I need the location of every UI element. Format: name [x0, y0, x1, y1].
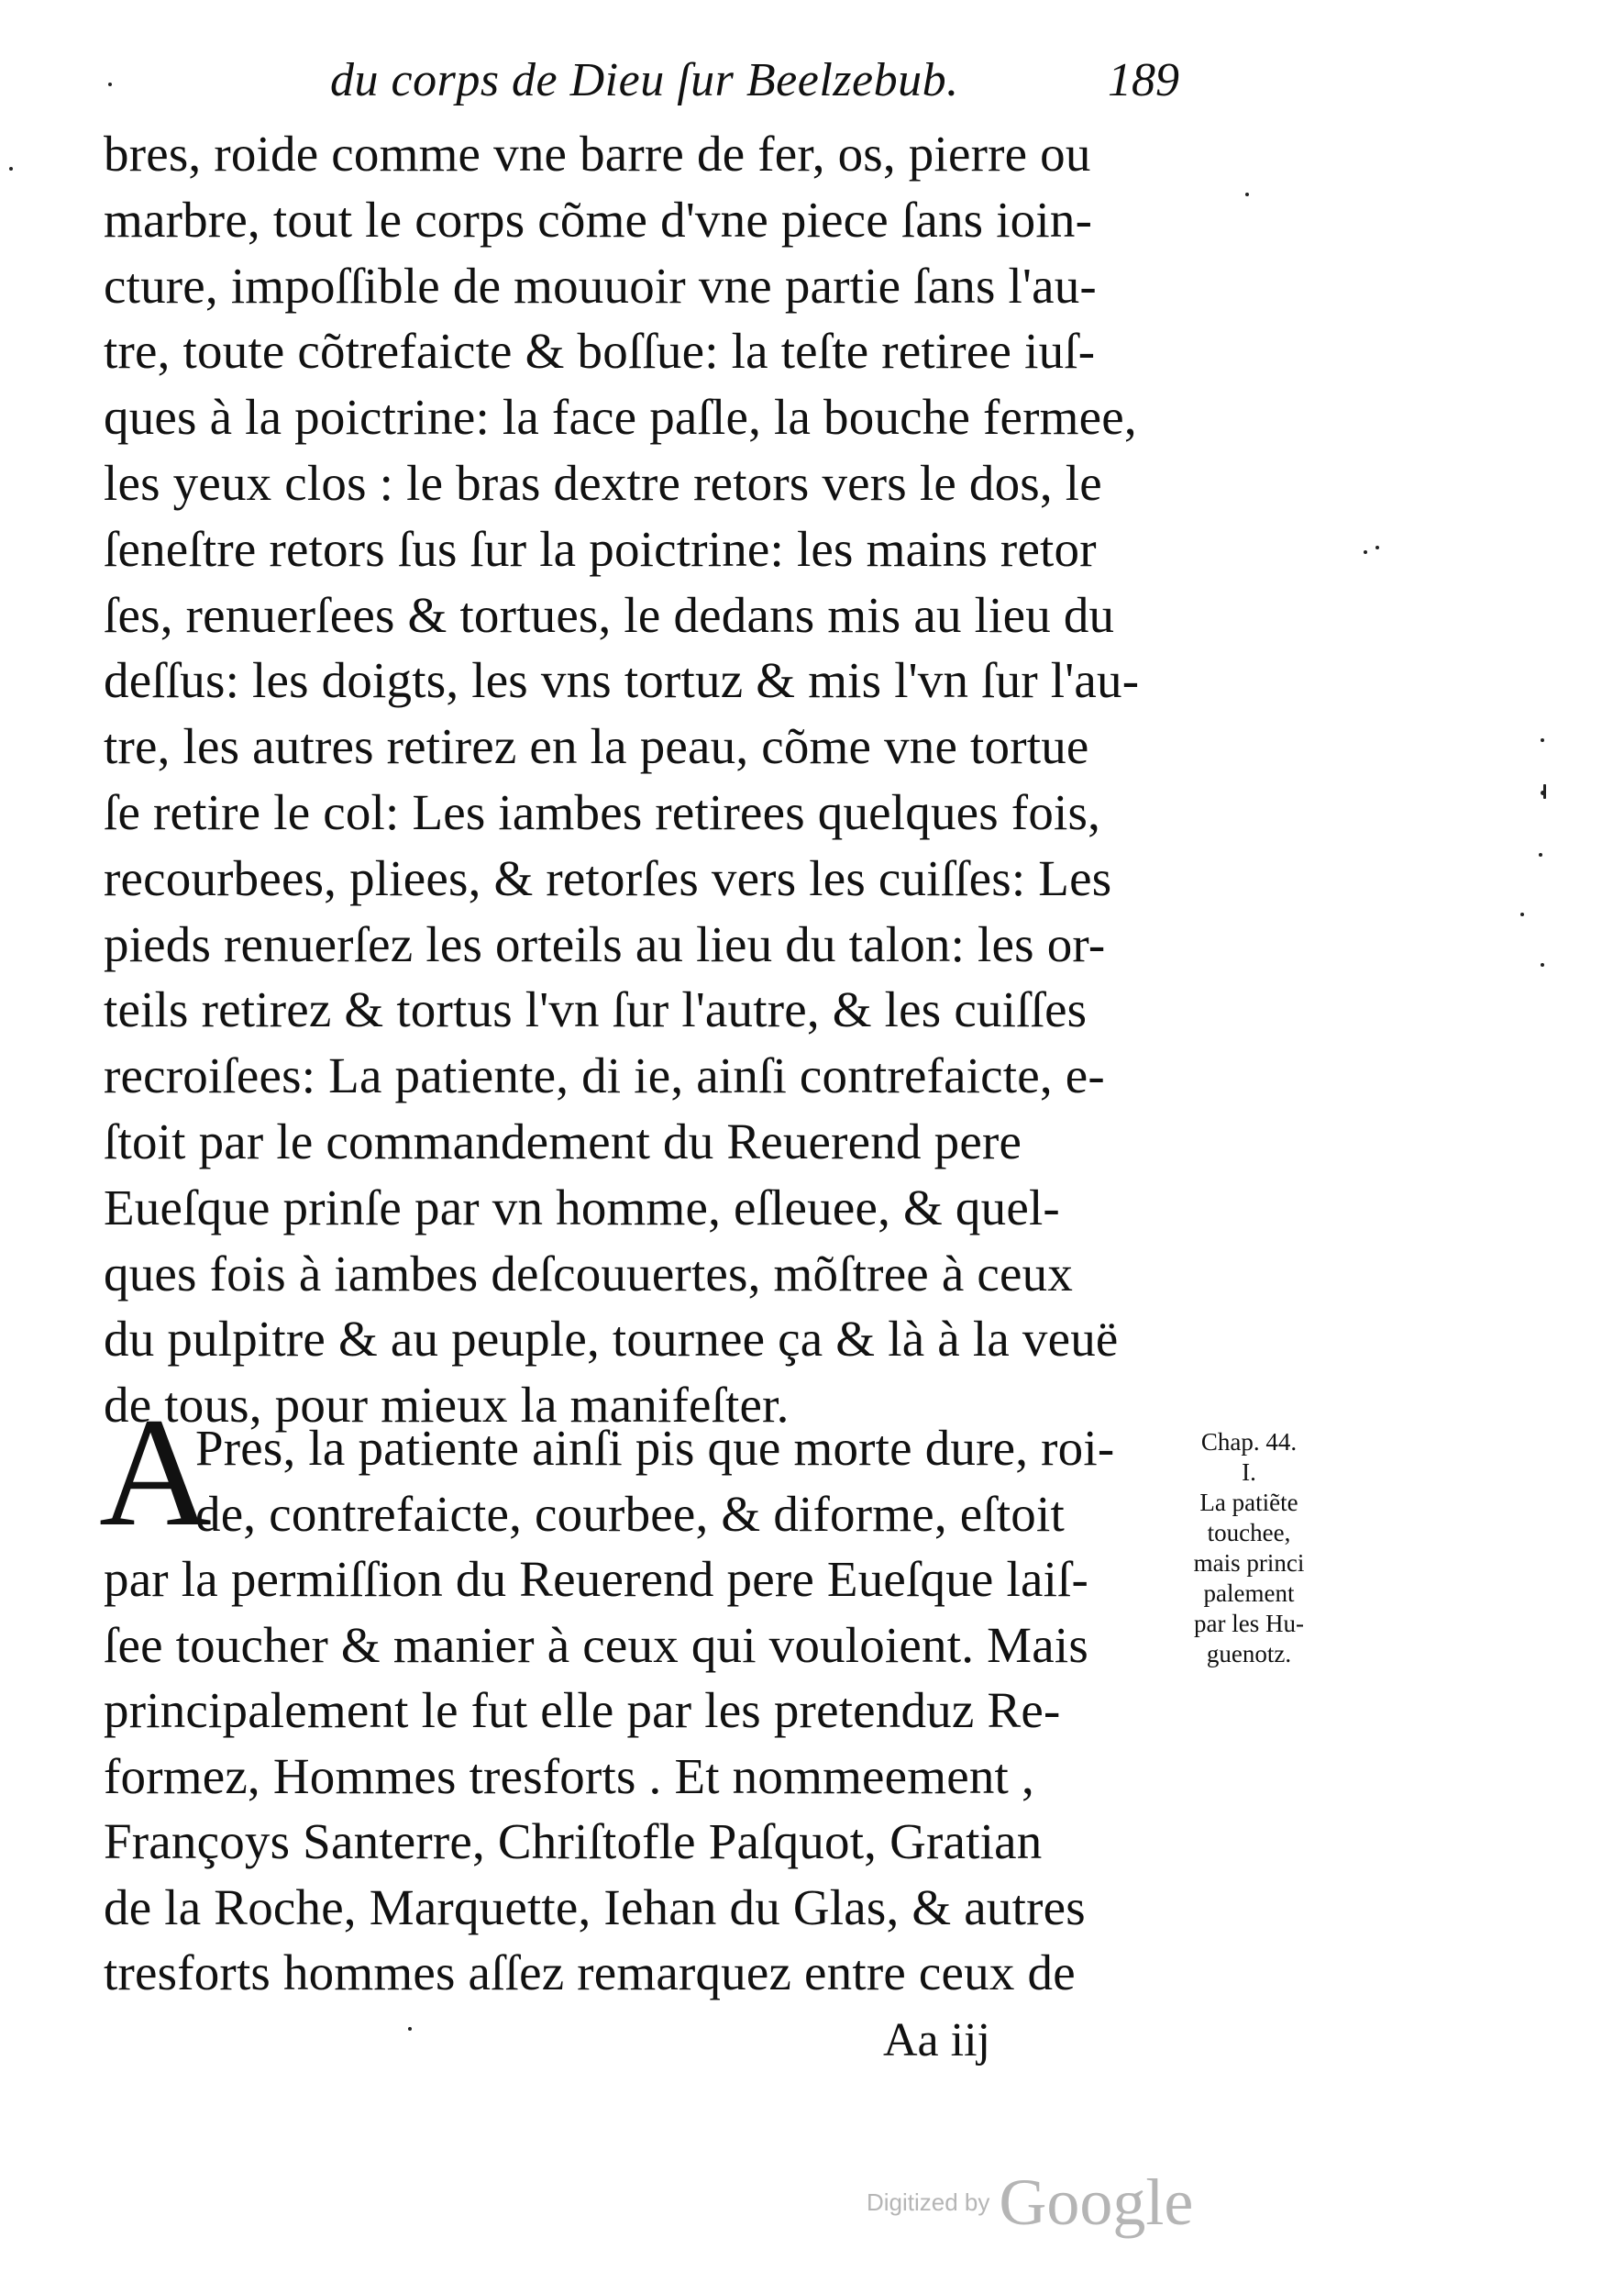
text-line: cture, impoſſible de mouuoir vne partie ſans l'au-	[104, 257, 1097, 314]
text-line: recourbees, pliees, & retorſes vers les cuiſſes: Les	[104, 849, 1112, 906]
text-line: deſſus: les doigts, les vns tortuz & mis l'vn ſur l'au-	[104, 652, 1140, 709]
text-line: ſtoit par le commandement du Reuerend pere	[104, 1113, 1022, 1169]
text-line: ſes, renuerſees & tortues, le dedans mis au lieu du	[104, 586, 1115, 643]
margin-note-line: I.	[1242, 1458, 1256, 1486]
text-line: marbre, tout le corps cõme d'vne piece ſans ioin-	[104, 191, 1093, 248]
text-line: Pres, la patiente ainſi pis que morte dure, roi-	[195, 1420, 1115, 1476]
scan-speck	[108, 83, 112, 86]
text-line: tre, les autres retirez en la peau, cõme vne tortue	[104, 718, 1089, 775]
scan-speck	[1364, 550, 1367, 554]
margin-note-line: touchee,	[1207, 1519, 1291, 1546]
text-line: Eueſque prinſe par vn homme, eſleuee, & quel-	[104, 1179, 1060, 1235]
text-line: par la permiſſion du Reuerend pere Eueſque laiſ-	[104, 1551, 1089, 1607]
digitized-by-label: Digitized by	[867, 2188, 990, 2216]
page-number: 189	[1108, 54, 1179, 106]
text-line: de, contrefaicte, courbee, & diforme, eſtoit	[195, 1485, 1065, 1542]
text-line: ques à la poictrine: la face paſle, la bouche fermee,	[104, 389, 1137, 446]
scan-speck	[1541, 738, 1544, 742]
margin-note-line: La patiẽte	[1199, 1489, 1298, 1516]
text-line: pieds renuerſez les orteils au lieu du talon: les or-	[104, 915, 1106, 972]
paragraph-1	[104, 121, 1186, 1438]
scan-speck	[9, 167, 13, 171]
text-line: tresforts hommes aſſez remarquez entre ceux de	[104, 1944, 1076, 2000]
text-line: de la Roche, Marquette, Iehan du Glas, & autres	[104, 1878, 1086, 1935]
margin-note	[1171, 1427, 1327, 1669]
scan-speck	[1539, 853, 1542, 857]
drop-cap: A	[99, 1386, 212, 1558]
text-line: Françoys Santerre, Chriſtofle Paſquot, Gratian	[104, 1813, 1043, 1869]
google-logo: Google	[999, 2166, 1194, 2239]
text-line: de tous, pour mieux la manifeſter.	[104, 1377, 790, 1434]
text-line: ſe retire le col: Les iambes retirees quelques fois,	[104, 783, 1101, 840]
text-line: les yeux clos : le bras dextre retors vers le dos, le	[104, 454, 1102, 511]
digitized-by-watermark	[867, 2165, 1193, 2241]
margin-note-line: par les Hu-	[1194, 1610, 1304, 1637]
text-line: teils retirez & tortus l'vn ſur l'autre, & les cuiſſes	[104, 981, 1088, 1038]
text-line: ſeneſtre retors ſus ſur la poictrine: les mains retor	[104, 520, 1097, 577]
margin-note-line: Chap. 44.	[1200, 1428, 1298, 1456]
scan-speck	[1520, 913, 1524, 916]
scan-speck	[1543, 784, 1546, 799]
margin-note-line: guenotz.	[1206, 1640, 1292, 1667]
scan-speck	[1375, 546, 1379, 549]
text-line: bres, roide comme vne barre de fer, os, pierre ou	[104, 126, 1091, 182]
text-line: du pulpitre & au peuple, tournee ça & là à la veuë	[104, 1311, 1119, 1368]
text-line: principalement le fut elle par les pretenduz Re-	[104, 1682, 1061, 1738]
text-line: recroiſees: La patiente, di ie, ainſi contrefaicte, e-	[104, 1047, 1105, 1104]
scan-speck	[408, 2027, 412, 2031]
text-line: formez, Hommes tresforts . Et nommeement ,	[104, 1747, 1034, 1804]
scan-speck	[1245, 193, 1249, 196]
paragraph-2	[104, 1415, 1186, 2006]
margin-note-line: mais princi	[1193, 1549, 1305, 1577]
text-line: ſee toucher & manier à ceux qui vouloient. Mais	[104, 1616, 1088, 1673]
scan-speck	[1541, 963, 1544, 967]
margin-note-line: palement	[1203, 1579, 1295, 1607]
text-line: ques fois à iambes deſcouuertes, mõſtree à ceux	[104, 1245, 1074, 1302]
running-head: du corps de Dieu ſur Beelzebub.	[330, 54, 959, 106]
signature-mark: Aa iij	[883, 2014, 990, 2066]
text-line: tre, toute cõtrefaicte & boſſue: la teſte retiree iuſ-	[104, 323, 1096, 380]
